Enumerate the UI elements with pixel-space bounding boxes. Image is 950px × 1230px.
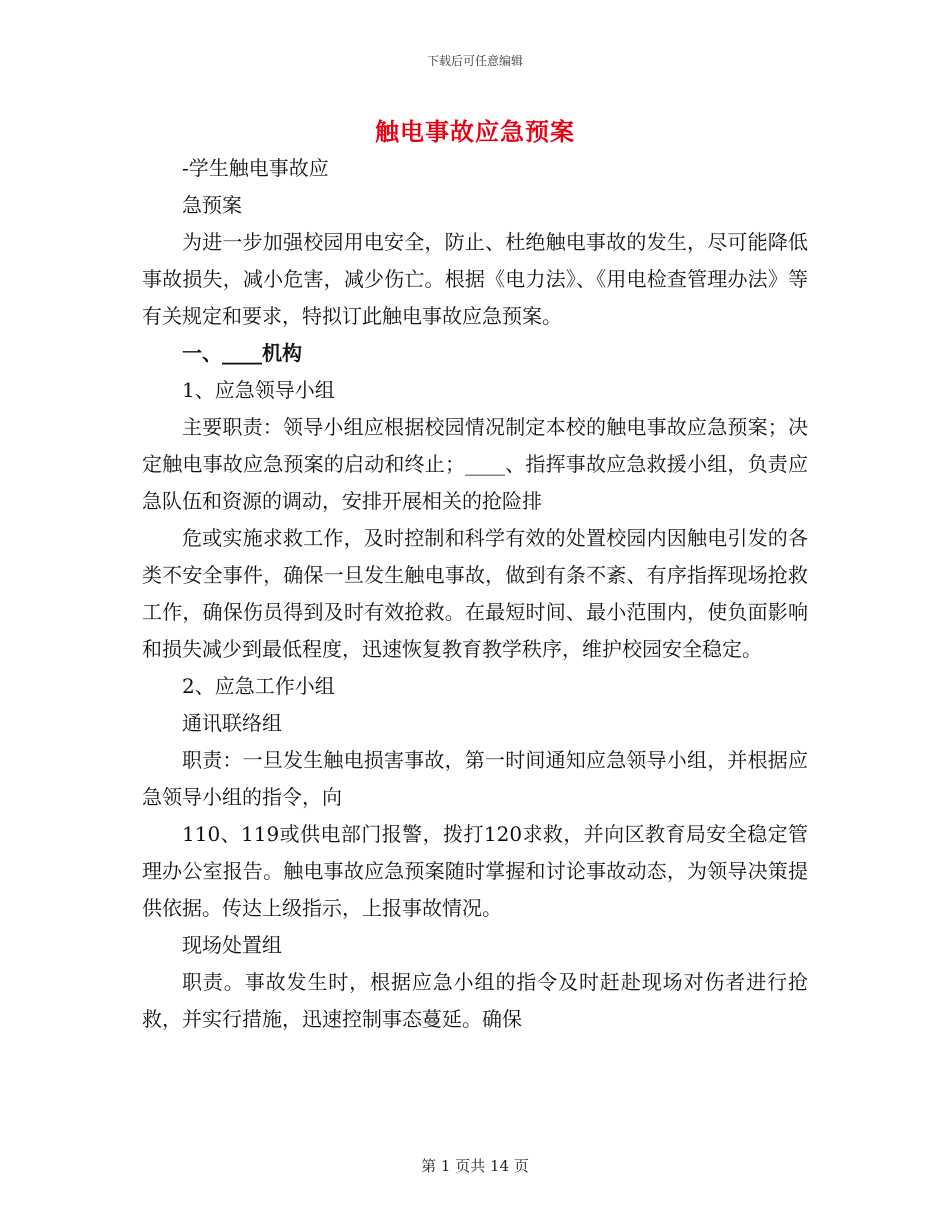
communication-duties-continued-paragraph: 110、119或供电部门报警，拨打120求救，并向区教育局安全稳定管理办公室报告。触电事故应急预案随时掌握和讨论事故动态，为领导决策提供依据。传达上级指示，上报事故情况。 (142, 822, 808, 920)
onsite-duties-paragraph: 职责。事故发生时，根据应急小组的指令及时赶赴现场对伤者进行抢救，并实行措施，迅速控制事态蔓延。确保 (142, 970, 808, 1031)
subtitle-line-1: -学生触电事故应 (182, 156, 329, 180)
page-number-footer: 第 1 页共 14 页 (421, 1157, 529, 1175)
subsection-heading-leadership-group: 1、应急领导小组 (182, 378, 335, 402)
intro-paragraph: 为进一步加强校园用电安全，防止、杜绝触电事故的发生，尽可能降低事故损失，减小危害，减少伤亡。根据《电力法》、《用电检查管理办法》等有关规定和要求，特拟订此触电事故应急预案。 (142, 230, 808, 328)
leadership-duties-paragraph: 主要职责：领导小组应根据校园情况制定本校的触电事故应急预案；决定触电事故应急预案的启动和终止；____、指挥事故应急救援小组，负责应急队伍和资源的调动，安排开展相关的抢险排 (142, 415, 808, 513)
group-heading-communication: 通讯联络组 (182, 711, 282, 735)
subsection-heading-work-group: 2、应急工作小组 (182, 674, 335, 698)
document-title: 触电事故应急预案 (375, 117, 575, 146)
page-header-note: 下载后可任意编辑 (426, 54, 523, 68)
document-body (142, 150, 808, 1038)
group-heading-onsite-disposal: 现场处置组 (182, 933, 282, 957)
communication-duties-paragraph: 职责：一旦发生触电损害事故，第一时间通知应急领导小组，并根据应急领导小组的指令，向 (142, 748, 808, 809)
subtitle-line-2: 急预案 (182, 193, 242, 217)
section-heading-organization: 一、____机构 (182, 341, 302, 365)
leadership-duties-continued-paragraph: 危或实施求救工作，及时控制和科学有效的处置校园内因触电引发的各类不安全事件，确保一旦发生触电事故，做到有条不紊、有序指挥现场抢救工作，确保伤员得到及时有效抢救。在最短时间、最小范围内，使负面影响和损失减少到最低程度，迅速恢复教育教学秩序，维护校园安全稳定。 (142, 526, 808, 661)
